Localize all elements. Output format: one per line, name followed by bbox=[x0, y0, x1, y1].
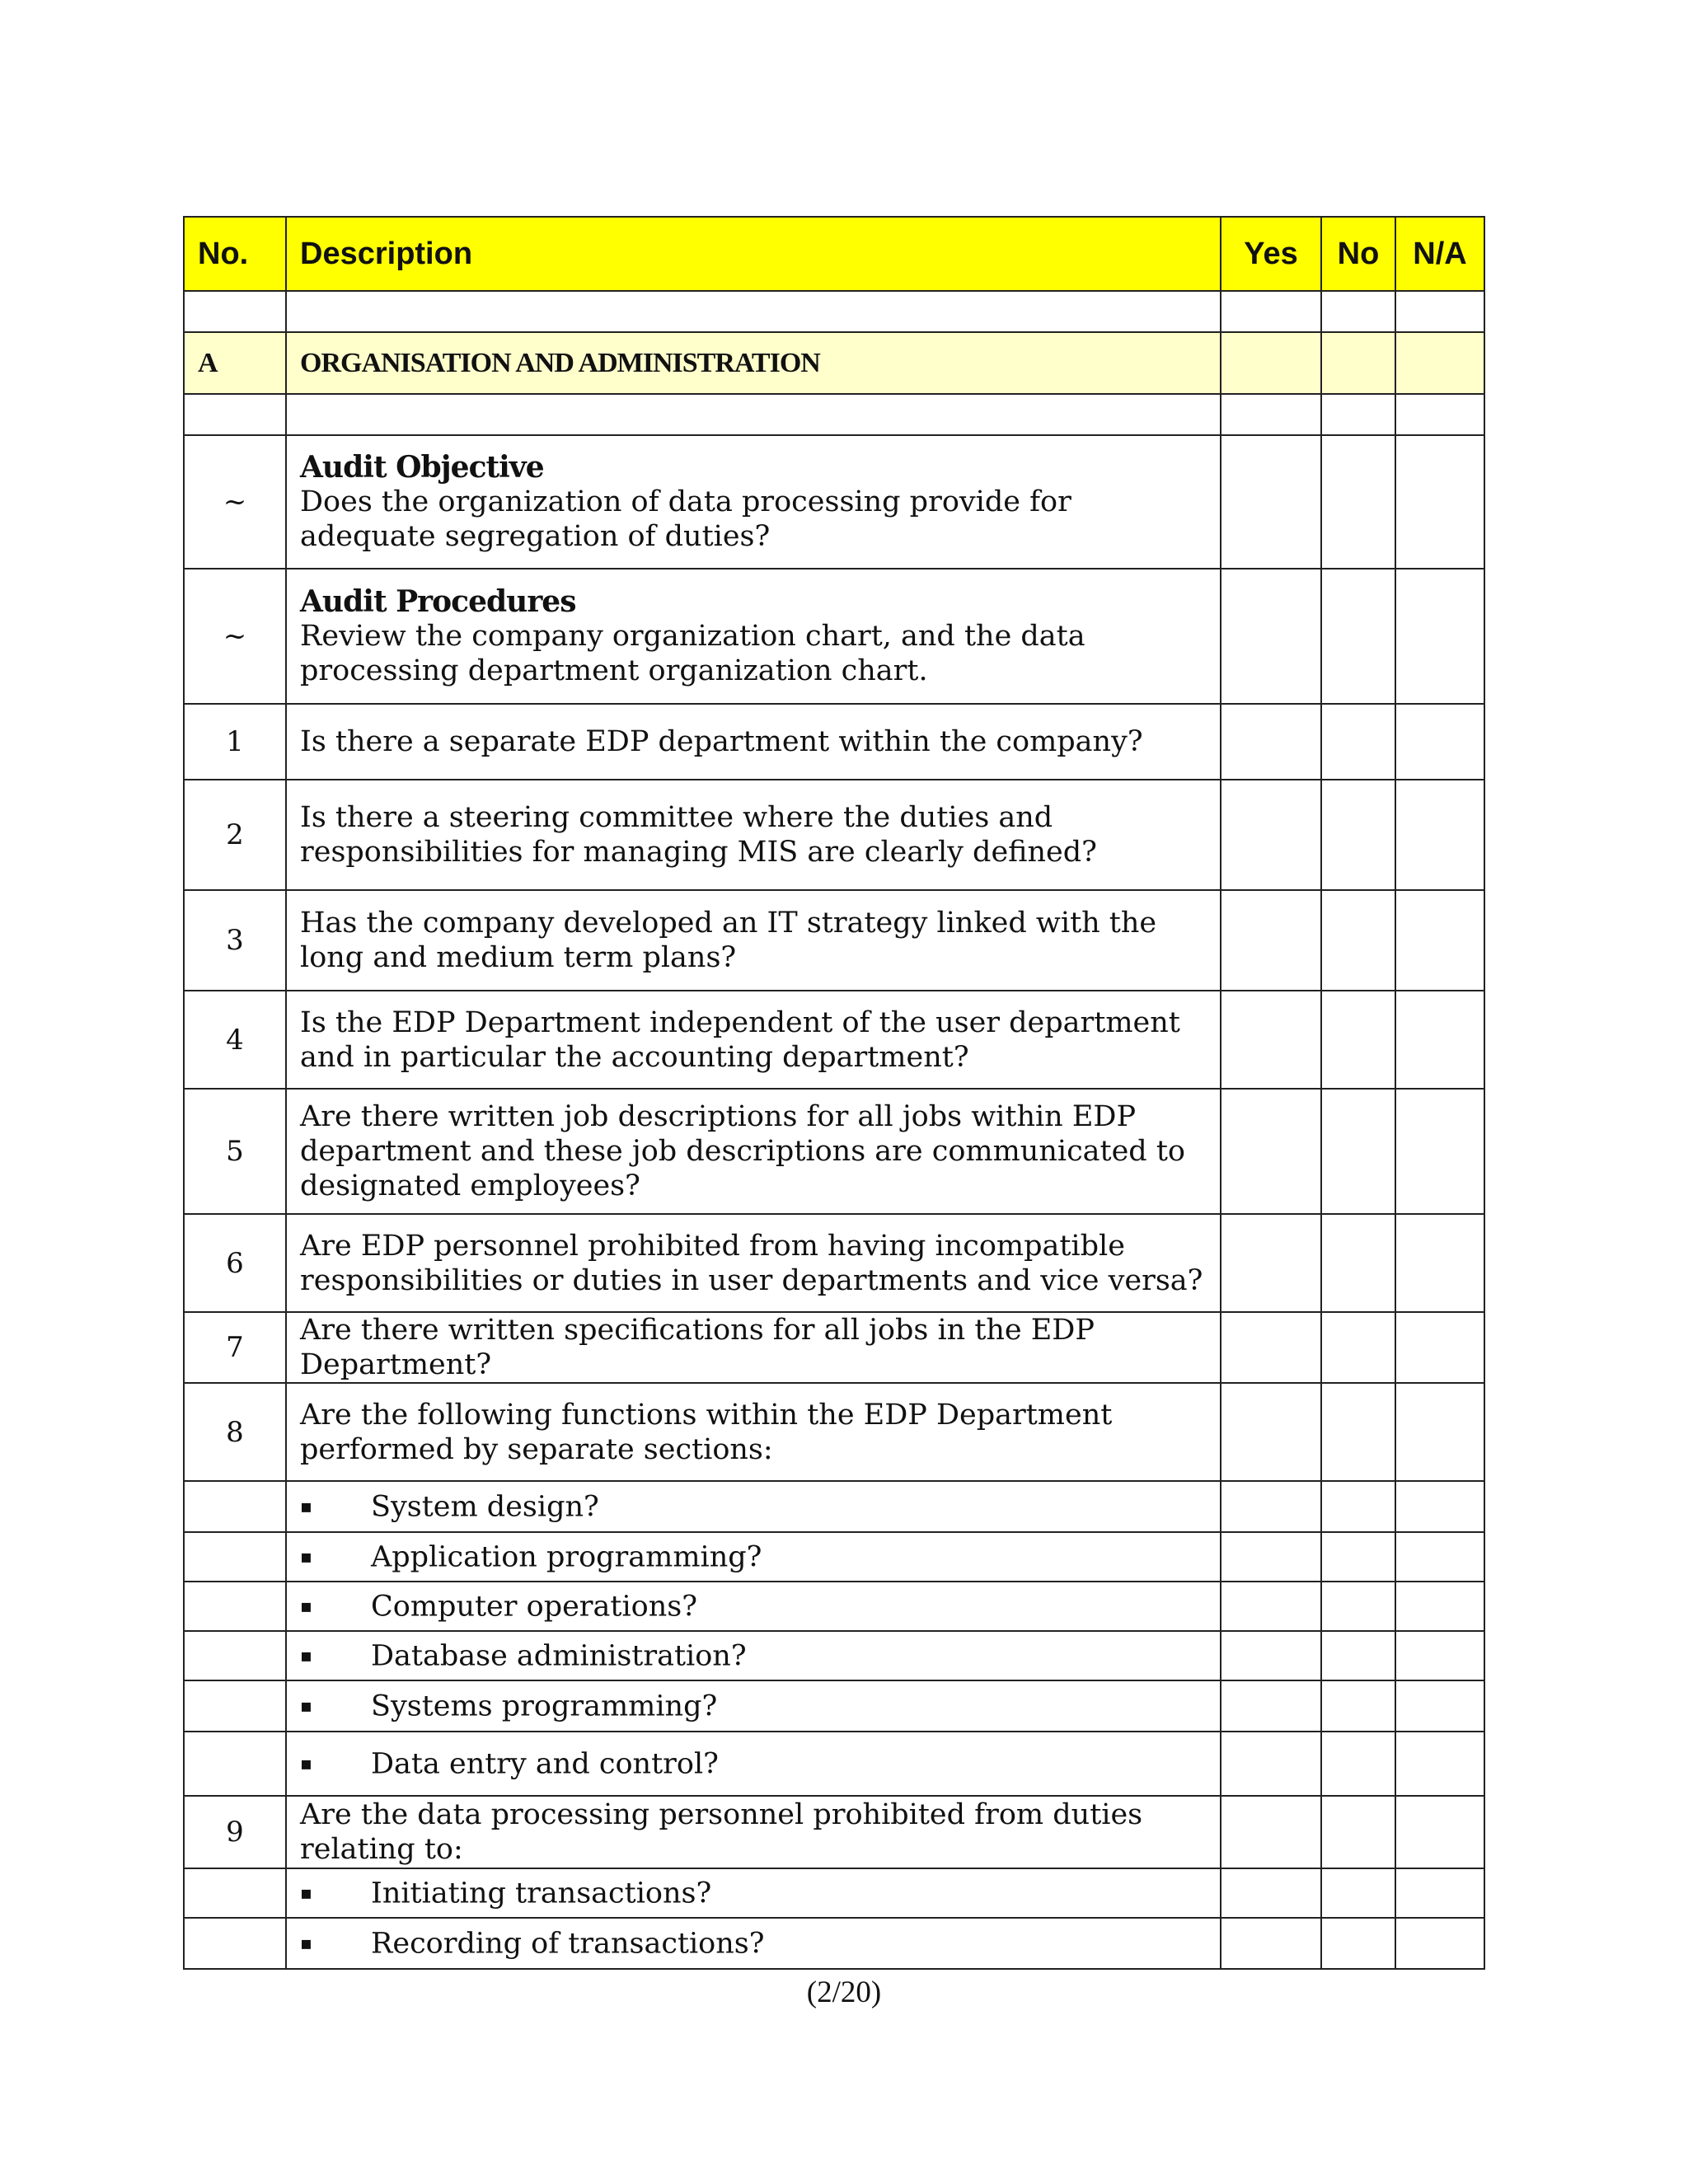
audit-procedures-heading: Audit Procedures bbox=[300, 584, 576, 619]
question-row bbox=[184, 1796, 1484, 1868]
question-text: Is there a separate EDP department within the company? bbox=[286, 704, 1221, 780]
section-letter: A bbox=[198, 347, 218, 378]
answer-no-cell[interactable] bbox=[1321, 1732, 1395, 1796]
header-description: Description bbox=[286, 217, 1221, 291]
header-no-answer: No bbox=[1321, 217, 1395, 291]
answer-yes-cell[interactable] bbox=[1221, 1732, 1321, 1796]
function-row bbox=[184, 1680, 1484, 1732]
answer-na-cell[interactable] bbox=[1395, 569, 1484, 704]
function-item: Data entry and control? bbox=[371, 1747, 719, 1781]
row-number: 7 bbox=[184, 1312, 286, 1383]
answer-no-cell[interactable] bbox=[1321, 1631, 1395, 1680]
answer-no-cell[interactable] bbox=[1321, 1680, 1395, 1732]
duty-row bbox=[184, 1918, 1484, 1969]
answer-no-cell[interactable] bbox=[1321, 890, 1395, 991]
row-number: 8 bbox=[184, 1383, 286, 1481]
question-row bbox=[184, 890, 1484, 991]
row-number: 6 bbox=[184, 1214, 286, 1312]
answer-no-cell[interactable] bbox=[1321, 1312, 1395, 1383]
answer-na-cell[interactable] bbox=[1395, 1582, 1484, 1631]
answer-na-cell[interactable] bbox=[1395, 1532, 1484, 1582]
function-row bbox=[184, 1631, 1484, 1680]
duty-row bbox=[184, 1868, 1484, 1918]
question-text: Is the EDP Department independent of the user department and in particular the accounting department? bbox=[286, 991, 1221, 1089]
answer-na-cell[interactable] bbox=[1395, 890, 1484, 991]
question-text: Are there written specifications for all jobs in the EDP Department? bbox=[286, 1312, 1221, 1383]
question-text: Are there written job descriptions for all jobs within EDP department and these job descriptions are communicated to designated employees? bbox=[286, 1089, 1221, 1214]
bullet-icon: ▪ bbox=[300, 1596, 312, 1618]
function-row bbox=[184, 1481, 1484, 1532]
answer-no-cell[interactable] bbox=[1321, 780, 1395, 890]
answer-no-cell[interactable] bbox=[1321, 1868, 1395, 1918]
answer-yes-cell[interactable] bbox=[1221, 1868, 1321, 1918]
answer-no-cell[interactable] bbox=[1321, 1796, 1395, 1868]
question-text: Is there a steering committee where the duties and responsibilities for managing MIS are clearly defined? bbox=[286, 780, 1221, 890]
header-na: N/A bbox=[1395, 217, 1484, 291]
row-number: 5 bbox=[184, 1089, 286, 1214]
answer-no-cell[interactable] bbox=[1321, 1918, 1395, 1969]
question-row bbox=[184, 1312, 1484, 1383]
answer-yes-cell[interactable] bbox=[1221, 1383, 1321, 1481]
question-text: Has the company developed an IT strategy linked with the long and medium term plans? bbox=[286, 890, 1221, 991]
answer-yes-cell[interactable] bbox=[1221, 1796, 1321, 1868]
answer-yes-cell[interactable] bbox=[1221, 890, 1321, 991]
bullet-icon: ▪ bbox=[300, 1696, 312, 1718]
row-number: 2 bbox=[184, 780, 286, 890]
answer-yes-cell[interactable] bbox=[1221, 1089, 1321, 1214]
bullet-icon: ▪ bbox=[300, 1497, 312, 1518]
answer-no-cell[interactable] bbox=[1321, 1383, 1395, 1481]
section-row bbox=[184, 332, 1484, 394]
row-number: 9 bbox=[184, 1796, 286, 1868]
function-item: Application programming? bbox=[371, 1540, 762, 1574]
answer-na-cell[interactable] bbox=[1395, 1312, 1484, 1383]
answer-no-cell[interactable] bbox=[1321, 1481, 1395, 1532]
row-number: ~ bbox=[184, 569, 286, 704]
duty-item: Initiating transactions? bbox=[371, 1877, 712, 1910]
audit-objective-text: Does the organization of data processing provide for adequate segregation of duties? bbox=[300, 485, 1071, 553]
answer-na-cell[interactable] bbox=[1395, 1796, 1484, 1868]
audit-objective-heading: Audit Objective bbox=[300, 450, 544, 485]
answer-na-cell[interactable] bbox=[1395, 1631, 1484, 1680]
audit-procedures-row bbox=[184, 569, 1484, 704]
function-row bbox=[184, 1732, 1484, 1796]
answer-yes-cell[interactable] bbox=[1221, 332, 1321, 394]
audit-objective-row bbox=[184, 435, 1484, 569]
function-item: System design? bbox=[371, 1490, 599, 1524]
bullet-icon: ▪ bbox=[300, 1754, 312, 1775]
answer-yes-cell[interactable] bbox=[1221, 704, 1321, 780]
bullet-icon: ▪ bbox=[300, 1646, 312, 1667]
question-text: Are EDP personnel prohibited from having incompatible responsibilities or duties in user departments and vice versa? bbox=[286, 1214, 1221, 1312]
section-title: ORGANISATION AND ADMINISTRATION bbox=[300, 347, 820, 378]
answer-na-cell[interactable] bbox=[1395, 435, 1484, 569]
row-number: 1 bbox=[184, 704, 286, 780]
question-row bbox=[184, 991, 1484, 1089]
answer-na-cell[interactable] bbox=[1395, 1680, 1484, 1732]
answer-yes-cell[interactable] bbox=[1221, 1312, 1321, 1383]
row-number: 3 bbox=[184, 890, 286, 991]
duty-item: Recording of transactions? bbox=[371, 1927, 765, 1961]
function-item: Database administration? bbox=[371, 1639, 747, 1673]
answer-yes-cell[interactable] bbox=[1221, 1481, 1321, 1532]
answer-na-cell[interactable] bbox=[1395, 1481, 1484, 1532]
answer-yes-cell[interactable] bbox=[1221, 991, 1321, 1089]
header-no: No. bbox=[184, 217, 286, 291]
answer-yes-cell[interactable] bbox=[1221, 291, 1321, 332]
answer-na-cell[interactable] bbox=[1395, 332, 1484, 394]
function-item: Systems programming? bbox=[371, 1690, 718, 1723]
question-row bbox=[184, 780, 1484, 890]
function-row bbox=[184, 1532, 1484, 1582]
answer-no-cell[interactable] bbox=[1321, 704, 1395, 780]
answer-no-cell[interactable] bbox=[1321, 1214, 1395, 1312]
function-row bbox=[184, 1582, 1484, 1631]
answer-no-cell[interactable] bbox=[1321, 435, 1395, 569]
answer-yes-cell[interactable] bbox=[1221, 1631, 1321, 1680]
bullet-icon: ▪ bbox=[300, 1883, 312, 1905]
answer-na-cell[interactable] bbox=[1395, 1383, 1484, 1481]
answer-na-cell[interactable] bbox=[1395, 1089, 1484, 1214]
answer-no-cell[interactable] bbox=[1321, 1582, 1395, 1631]
answer-yes-cell[interactable] bbox=[1221, 435, 1321, 569]
answer-no-cell[interactable] bbox=[1321, 1532, 1395, 1582]
answer-yes-cell[interactable] bbox=[1221, 394, 1321, 435]
answer-yes-cell[interactable] bbox=[1221, 1532, 1321, 1582]
answer-na-cell[interactable] bbox=[1395, 704, 1484, 780]
answer-yes-cell[interactable] bbox=[1221, 780, 1321, 890]
answer-no-cell[interactable] bbox=[1321, 991, 1395, 1089]
answer-yes-cell[interactable] bbox=[1221, 569, 1321, 704]
answer-yes-cell[interactable] bbox=[1221, 1680, 1321, 1732]
answer-na-cell[interactable] bbox=[1395, 1918, 1484, 1969]
answer-yes-cell[interactable] bbox=[1221, 1918, 1321, 1969]
row-number: ~ bbox=[184, 435, 286, 569]
answer-no-cell[interactable] bbox=[1321, 1089, 1395, 1214]
spacer-row bbox=[184, 291, 1484, 332]
bullet-icon: ▪ bbox=[300, 1547, 312, 1568]
question-row bbox=[184, 1214, 1484, 1312]
question-text: Are the following functions within the EDP Department performed by separate sections: bbox=[286, 1383, 1221, 1481]
answer-na-cell[interactable] bbox=[1395, 394, 1484, 435]
table-header-row bbox=[184, 217, 1484, 291]
audit-procedures-text: Review the company organization chart, and the data processing department organization chart. bbox=[300, 620, 1085, 687]
answer-na-cell[interactable] bbox=[1395, 291, 1484, 332]
question-text: Are the data processing personnel prohibited from duties relating to: bbox=[286, 1796, 1221, 1868]
question-row bbox=[184, 704, 1484, 780]
answer-na-cell[interactable] bbox=[1395, 1868, 1484, 1918]
answer-na-cell[interactable] bbox=[1395, 1214, 1484, 1312]
answer-no-cell[interactable] bbox=[1321, 291, 1395, 332]
question-row bbox=[184, 1089, 1484, 1214]
question-row bbox=[184, 1383, 1484, 1481]
function-item: Computer operations? bbox=[371, 1590, 698, 1624]
answer-no-cell[interactable] bbox=[1321, 569, 1395, 704]
row-number: 4 bbox=[184, 991, 286, 1089]
bullet-icon: ▪ bbox=[300, 1933, 312, 1955]
answer-na-cell[interactable] bbox=[1395, 780, 1484, 890]
header-yes: Yes bbox=[1221, 217, 1321, 291]
page-number: (2/20) bbox=[806, 1975, 882, 2009]
answer-no-cell[interactable] bbox=[1321, 332, 1395, 394]
answer-na-cell[interactable] bbox=[1395, 991, 1484, 1089]
answer-na-cell[interactable] bbox=[1395, 1732, 1484, 1796]
answer-no-cell[interactable] bbox=[1321, 394, 1395, 435]
answer-yes-cell[interactable] bbox=[1221, 1214, 1321, 1312]
spacer-row bbox=[184, 394, 1484, 435]
audit-checklist-table bbox=[183, 216, 1485, 1970]
answer-yes-cell[interactable] bbox=[1221, 1582, 1321, 1631]
